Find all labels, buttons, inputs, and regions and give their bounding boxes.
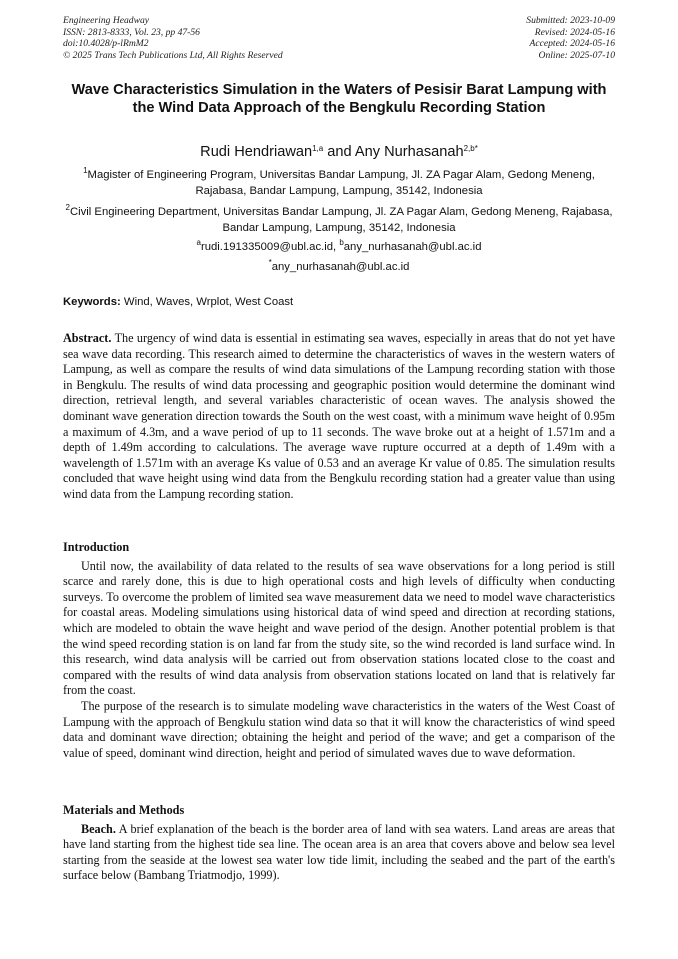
- journal-copyright: © 2025 Trans Tech Publications Ltd, All Rights Reserved: [63, 49, 283, 61]
- paper-title: Wave Characteristics Simulation in the Waters of Pesisir Barat Lampung with the Wind Data Approach of the Bengkulu Recording Station: [71, 82, 607, 116]
- keywords-label: Keywords:: [63, 296, 121, 308]
- keywords: [63, 294, 293, 310]
- abstract-label: Abstract.: [63, 331, 112, 345]
- dates-header: [526, 15, 615, 61]
- introduction-heading: Introduction: [63, 540, 130, 554]
- introduction-paragraph-2: The purpose of the research is to simulate modeling wave characteristics in the waters of the West Coast of Lampung with the approach of Bengkulu station wind data so that it will know the characteristics of wind speed data and dominant wave direction; obtaining the height and period of the wave; and get a comparison of the value of speed, dominant wind direction, height and period of simulated waves due to wave deformation.: [63, 698, 615, 760]
- corresponding-email[interactable]: any_nurhasanah@ubl.ac.id: [271, 261, 410, 273]
- abstract-paragraph: [63, 331, 615, 503]
- author-emails: [62, 237, 616, 277]
- date-accepted: Accepted: 2024-05-16: [529, 38, 615, 49]
- affiliation-1-text: Magister of Engineering Program, Universitas Bandar Lampung, Jl. ZA Pagar Alam, Gedong Meneng, Rajabasa, Bandar Lampung, Lampung, 35142, Indonesia: [87, 169, 595, 197]
- email-b[interactable]: any_nurhasanah@ubl.ac.id: [343, 241, 482, 253]
- author-2-sup: 2,b*: [463, 144, 478, 153]
- beach-text: A brief explanation of the beach is the border area of land with sea waters. Land areas are areas that have land starting from the highest tide sea line. The ocean area is an area that covers above and below sea level starting from the seaside at the lowest sea water low tide limit, including the seabed and the part of the earth's surface below (Bambang Triatmodjo, 1999).: [63, 821, 615, 883]
- affiliation-2: [62, 204, 616, 236]
- introduction-paragraph-1: Until now, the availability of data related to the results of sea wave observations for a long period is still scarce and rarely done, this is due to high operational costs and high levels of difficulty when conducting surveys. To overcome the problem of limited sea wave measurement data we need to model wave characteristics for coastal areas. Modeling simulations using historical data of wind speed and direction at recording stations, which are modeled to obtain the wave height and wave period of the design. Another potential problem is that the wind speed recording station is on land far from the study site, so the wind recorded is land surface wind. In this research, wind data analysis will be carried out from observation stations located close to the coast and compared with the results of wind data analysis from observation stations located on land that is relatively far from the coast.: [63, 558, 615, 698]
- affiliation-1: [62, 167, 616, 199]
- journal-doi: doi:10.4028/p-lRmM2: [63, 38, 149, 49]
- date-submitted: Submitted: 2023-10-09: [526, 15, 615, 26]
- email-a-sup: a: [196, 238, 201, 247]
- email-line: [62, 237, 616, 257]
- author-line: [40, 143, 638, 161]
- date-online: Online: 2025-07-10: [538, 49, 615, 61]
- introduction-section: [63, 540, 615, 761]
- author-2: Any Nurhasanah: [354, 144, 464, 160]
- abstract: [63, 331, 615, 503]
- journal-issn: ISSN: 2813-8333, Vol. 23, pp 47-56: [63, 26, 200, 38]
- affiliation-2-text: Civil Engineering Department, Universitas Bandar Lampung, Jl. ZA Pagar Alam, Gedong Meneng, Rajabasa, Bandar Lampung, Lampung, 35142, Indonesia: [69, 206, 613, 234]
- author-conj: and: [323, 144, 355, 160]
- abstract-text: The urgency of wind data is essential in estimating sea waves, especially in areas that do not yet have sea wave data recording. This research aimed to determine the characteristics of waves in the western waters of Lampung, as well as compare the results of wind data simulations of the Lampung recording station with those in Bengkulu. The results of wind data processing and geographic position would determine the dominant wind direction, retrieval length, and several variables characteristic of ocean waves. The analysis showed the dominant wave generation direction towards the South on the west coast, with a minimum wave height of 0.95m a maximum of 4.3m, and a wave period of up to 11 seconds. The wave broke out at a height of 1.571m and a depth of 1.49m according to calculations. The average wave rupture occurred at a depth of 1.49m with a wavelength of 1.571m with an average Ks value of 0.53 and an average Kr value of 0.85. The simulation results concluded that wave height using wind data from the Bengkulu recording station had a greater value than using wind data from the Lampung recording station.: [63, 331, 615, 501]
- corresponding-sup: *: [268, 258, 272, 267]
- journal-info-header: [63, 15, 283, 61]
- materials-methods-section: [63, 803, 615, 884]
- author-1: Rudi Hendriawan: [200, 144, 313, 160]
- email-a[interactable]: rudi.191335009@ubl.ac.id,: [200, 241, 340, 253]
- beach-label: Beach.: [81, 821, 116, 836]
- materials-methods-heading: Materials and Methods: [63, 803, 185, 817]
- keywords-text: Wind, Waves, Wrplot, West Coast: [120, 296, 294, 308]
- author-1-sup: 1,a: [312, 144, 324, 153]
- journal-name: Engineering Headway: [63, 15, 150, 26]
- beach-paragraph: [63, 822, 615, 884]
- date-revised: Revised: 2024-05-16: [534, 26, 615, 38]
- corresponding-email-line: [62, 257, 616, 277]
- email-b-sup: b: [339, 238, 344, 247]
- affiliation-1-sup: 1: [83, 166, 88, 175]
- affiliation-2-sup: 2: [65, 203, 70, 212]
